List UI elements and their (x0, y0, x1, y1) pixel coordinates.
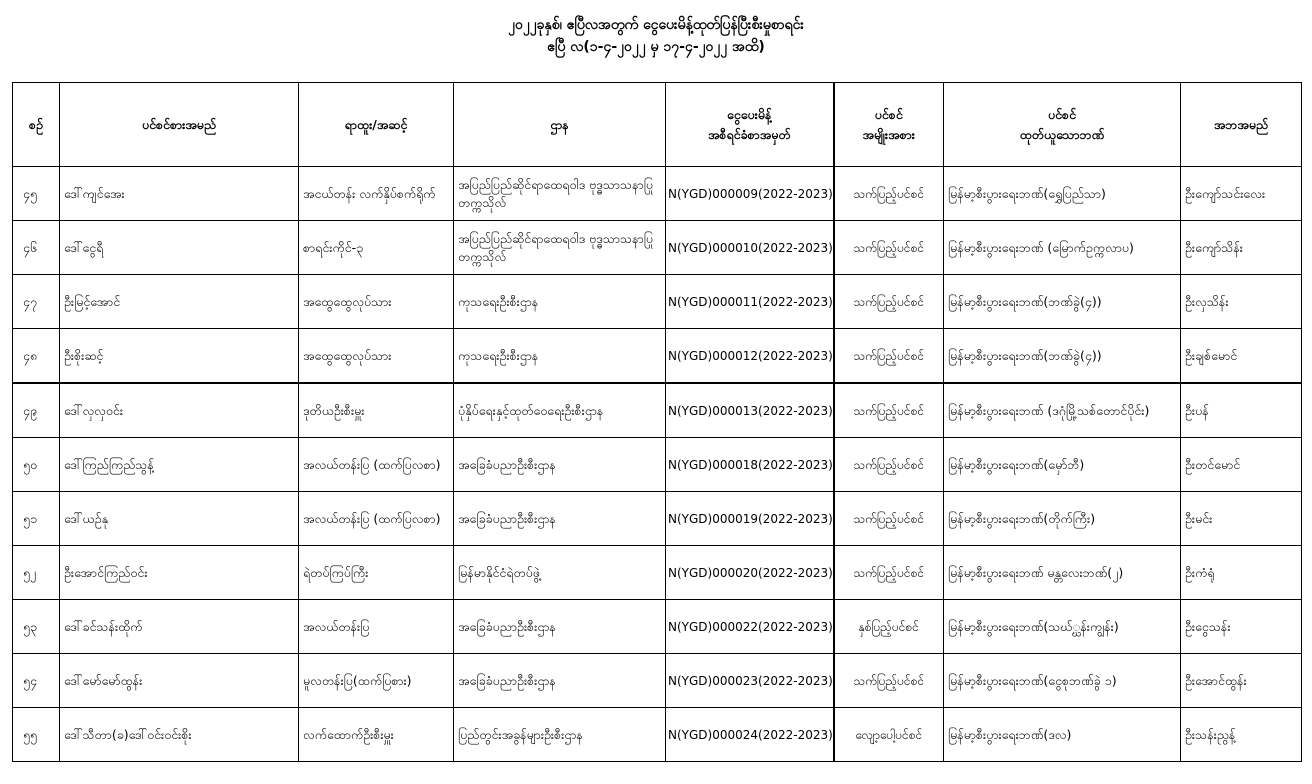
header-name: ပင်စင်စားအမည် (60, 83, 299, 167)
cell-name: ဒေါ်ငွေရီ (60, 221, 299, 275)
cell-name: ဒေါ်မော်မော်ထွန်း (60, 654, 299, 708)
cell-license: N(YGD)000010(2022-2023) (666, 221, 834, 275)
cell-bank: မြန်မာ့စီးပွားရေးဘဏ်(ဘဏ်ခွဲ(၄)) (944, 329, 1181, 384)
table-row (13, 383, 1302, 438)
cell-no: ၅၄ (13, 654, 60, 708)
cell-department: ကုသရေးဦးစီးဌာန (454, 275, 666, 329)
cell-type: သက်ပြည့်ပင်စင် (834, 492, 944, 546)
table-row (13, 167, 1302, 221)
cell-name: ဒေါ်သီတာ(ခ)ဒေါ်ဝင်းဝင်းစိုး (60, 708, 299, 762)
cell-rank: အလယ်တန်းပြ (ထက်ပြလစာ) (299, 438, 454, 492)
cell-department: ပုံနှိပ်ရေးနှင့်ထုတ်ဝေရေးဦးစီးဌာန (454, 383, 666, 438)
cell-department: အခြေခံပညာဦးစီးဌာန (454, 492, 666, 546)
cell-no: ၅၀ (13, 438, 60, 492)
cell-father: ဦးသန်းညွန့် (1181, 708, 1302, 762)
cell-department: အခြေခံပညာဦးစီးဌာန (454, 600, 666, 654)
cell-bank: မြန်မာ့စီးပွားရေးဘဏ် (မြောက်ဥက္ကလာပ) (944, 221, 1181, 275)
cell-license: N(YGD)000012(2022-2023) (666, 329, 834, 384)
cell-father: ဦးအောင်ထွန်း (1181, 654, 1302, 708)
cell-no: ၄၅ (13, 167, 60, 221)
cell-bank: မြန်မာ့စီးပွားရေးဘဏ်(ဒလ) (944, 708, 1181, 762)
header-license-line1: ငွေပေးမိန့် (727, 106, 772, 122)
cell-bank: မြန်မာ့စီးပွားရေးဘဏ် (ဒဂုံမြို့သစ်တောင်ပိုင်း) (944, 383, 1181, 438)
title-line-2: ဧပြီ လ(၁-၄-၂၀၂၂ မှ ၁၇-၄-၂၀၂၂ အထိ) (547, 39, 765, 55)
cell-father: ဦးတင်မောင် (1181, 438, 1302, 492)
cell-name: ဒေါ်လှလှဝင်း (60, 383, 299, 438)
header-license-line2: အစီရင်ခံစာအမှတ် (707, 126, 791, 142)
cell-type: သက်ပြည့်ပင်စင် (834, 329, 944, 384)
cell-type: သက်ပြည့်ပင်စင် (834, 383, 944, 438)
cell-rank: ရဲတပ်ကြပ်ကြီး (299, 546, 454, 600)
cell-department: ပြည်တွင်းအခွန်များဦးစီးဌာန (454, 708, 666, 762)
cell-bank: မြန်မာ့စီးပွားရေးဘဏ်(မှော်ဘီ) (944, 438, 1181, 492)
cell-father: ဦးမင်း (1181, 492, 1302, 546)
cell-rank: စာရင်းကိုင်-၃ (299, 221, 454, 275)
cell-type: သက်ပြည့်ပင်စင် (834, 546, 944, 600)
cell-type: သက်ပြည့်ပင်စင် (834, 438, 944, 492)
cell-license: N(YGD)000011(2022-2023) (666, 275, 834, 329)
cell-department: အပြည်ပြည်ဆိုင်ရာထေရဝါဒ ဗုဒ္ဓသာသနာပြုတက္ကသိုလ် (454, 221, 666, 275)
cell-name: ဒေါ်ခင်သန်းထိုက် (60, 600, 299, 654)
title-line-1: ၂၀၂၂ခုနှစ်၊ ဧပြီလအတွက် ငွေပေးမိန့်ထုတ်ပြန်ပြီးစီးမှုစာရင်း (508, 17, 804, 33)
table-row (13, 329, 1302, 384)
cell-department: မြန်မာနိုင်ငံရဲတပ်ဖွဲ့ (454, 546, 666, 600)
header-department: ဌာန (454, 83, 666, 167)
cell-type: သက်ပြည့်ပင်စင် (834, 221, 944, 275)
cell-bank: မြန်မာ့စီးပွားရေးဘဏ်(တိုက်ကြီး) (944, 492, 1181, 546)
cell-no: ၅၃ (13, 600, 60, 654)
cell-no: ၄၇ (13, 275, 60, 329)
cell-license: N(YGD)000023(2022-2023) (666, 654, 834, 708)
cell-rank: အထွေထွေလုပ်သား (299, 329, 454, 384)
cell-license: N(YGD)000009(2022-2023) (666, 167, 834, 221)
cell-name: ဒေါ်ကြည်ကြည်သွန့် (60, 438, 299, 492)
cell-rank: အထွေထွေလုပ်သား (299, 275, 454, 329)
cell-name: ဒေါ်ယဉ်နု (60, 492, 299, 546)
table-row (13, 708, 1302, 762)
cell-name: ဒေါ်ကျင်အေး (60, 167, 299, 221)
cell-license: N(YGD)000019(2022-2023) (666, 492, 834, 546)
cell-type: သက်ပြည့်ပင်စင် (834, 275, 944, 329)
header-no: စဉ် (13, 83, 60, 167)
header-type (834, 83, 944, 167)
header-type-line1: ပင်စင် (874, 106, 903, 122)
table-header-row (13, 83, 1302, 167)
cell-department: အပြည်ပြည်ဆိုင်ရာထေရဝါဒ ဗုဒ္ဓသာသနာပြုတက္ကသိုလ် (454, 167, 666, 221)
header-type-line2: အမျိုးအစား (862, 126, 915, 142)
cell-license: N(YGD)000020(2022-2023) (666, 546, 834, 600)
table-row (13, 275, 1302, 329)
cell-type: လျော့ပေါ့ပင်စင် (834, 708, 944, 762)
cell-department: အခြေခံပညာဦးစီးဌာန (454, 438, 666, 492)
cell-type: သက်ပြည့်ပင်စင် (834, 654, 944, 708)
cell-department: ကုသရေးဦးစီးဌာန (454, 329, 666, 384)
cell-bank: မြန်မာ့စီးပွားရေးဘဏ်(ရွှေပြည်သာ) (944, 167, 1181, 221)
cell-rank: လက်ထောက်ဦးစီးမှူး (299, 708, 454, 762)
cell-father: ဦးကျော်သင်းလေး (1181, 167, 1302, 221)
cell-license: N(YGD)000024(2022-2023) (666, 708, 834, 762)
cell-no: ၄၈ (13, 329, 60, 384)
header-father: အဘအမည် (1181, 83, 1302, 167)
cell-no: ၅၂ (13, 546, 60, 600)
table-row (13, 654, 1302, 708)
cell-bank: မြန်မာ့စီးပွားရေးဘဏ်(ဘဏ်ခွဲ(၄)) (944, 275, 1181, 329)
cell-license: N(YGD)000022(2022-2023) (666, 600, 834, 654)
cell-rank: ဒုတိယဦးစီးမှူး (299, 383, 454, 438)
cell-name: ဦးစိုးဆင့် (60, 329, 299, 384)
cell-no: ၅၁ (13, 492, 60, 546)
header-license (666, 83, 834, 167)
table-body (13, 167, 1302, 762)
cell-no: ၅၅ (13, 708, 60, 762)
cell-rank: အလယ်တန်းပြ (ထက်ပြလစာ) (299, 492, 454, 546)
table-row (13, 221, 1302, 275)
header-bank-line1: ပင်စင် (1047, 106, 1077, 122)
table-row (13, 600, 1302, 654)
cell-name: ဦးမြင့်အောင် (60, 275, 299, 329)
cell-rank: မူလတန်းပြ(ထက်ပြစား) (299, 654, 454, 708)
cell-rank: အလယ်တန်းပြ (299, 600, 454, 654)
cell-rank: အငယ်တန်း လက်နှိပ်စက်ရိုက် (299, 167, 454, 221)
cell-type: သက်ပြည့်ပင်စင် (834, 167, 944, 221)
cell-father: ဦးချစ်မောင် (1181, 329, 1302, 384)
cell-name: ဦးအောင်ကြည်ဝင်း (60, 546, 299, 600)
cell-father: ဦးပန် (1181, 383, 1302, 438)
table-row (13, 546, 1302, 600)
table-row (13, 492, 1302, 546)
cell-department: အခြေခံပညာဦးစီးဌာန (454, 654, 666, 708)
document-title (0, 14, 1312, 58)
cell-bank: မြန်မာ့စီးပွားရေးဘဏ် မန္တလေးဘဏ်(၂) (944, 546, 1181, 600)
header-rank: ရာထူး/အဆင့် (299, 83, 454, 167)
cell-license: N(YGD)000018(2022-2023) (666, 438, 834, 492)
cell-type: နှစ်ပြည့်ပင်စင် (834, 600, 944, 654)
cell-license: N(YGD)000013(2022-2023) (666, 383, 834, 438)
pension-table (12, 82, 1302, 762)
cell-father: ဦးကံရုံ (1181, 546, 1302, 600)
cell-bank: မြန်မာ့စီးပွားရေးဘဏ်(သဃ်္ဃန်းကျွန်း) (944, 600, 1181, 654)
table-row (13, 438, 1302, 492)
cell-father: ဦးလှသိန်း (1181, 275, 1302, 329)
cell-bank: မြန်မာ့စီးပွားရေးဘဏ်(ငွေစုဘဏ်ခွဲ ၁) (944, 654, 1181, 708)
header-bank (944, 83, 1181, 167)
cell-no: ၄၉ (13, 383, 60, 438)
cell-no: ၄၆ (13, 221, 60, 275)
cell-father: ဦးကျော်သိန်း (1181, 221, 1302, 275)
header-bank-line2: ထုတ်ယူသောဘဏ် (1019, 126, 1105, 142)
cell-father: ဦးငွေသန်း (1181, 600, 1302, 654)
